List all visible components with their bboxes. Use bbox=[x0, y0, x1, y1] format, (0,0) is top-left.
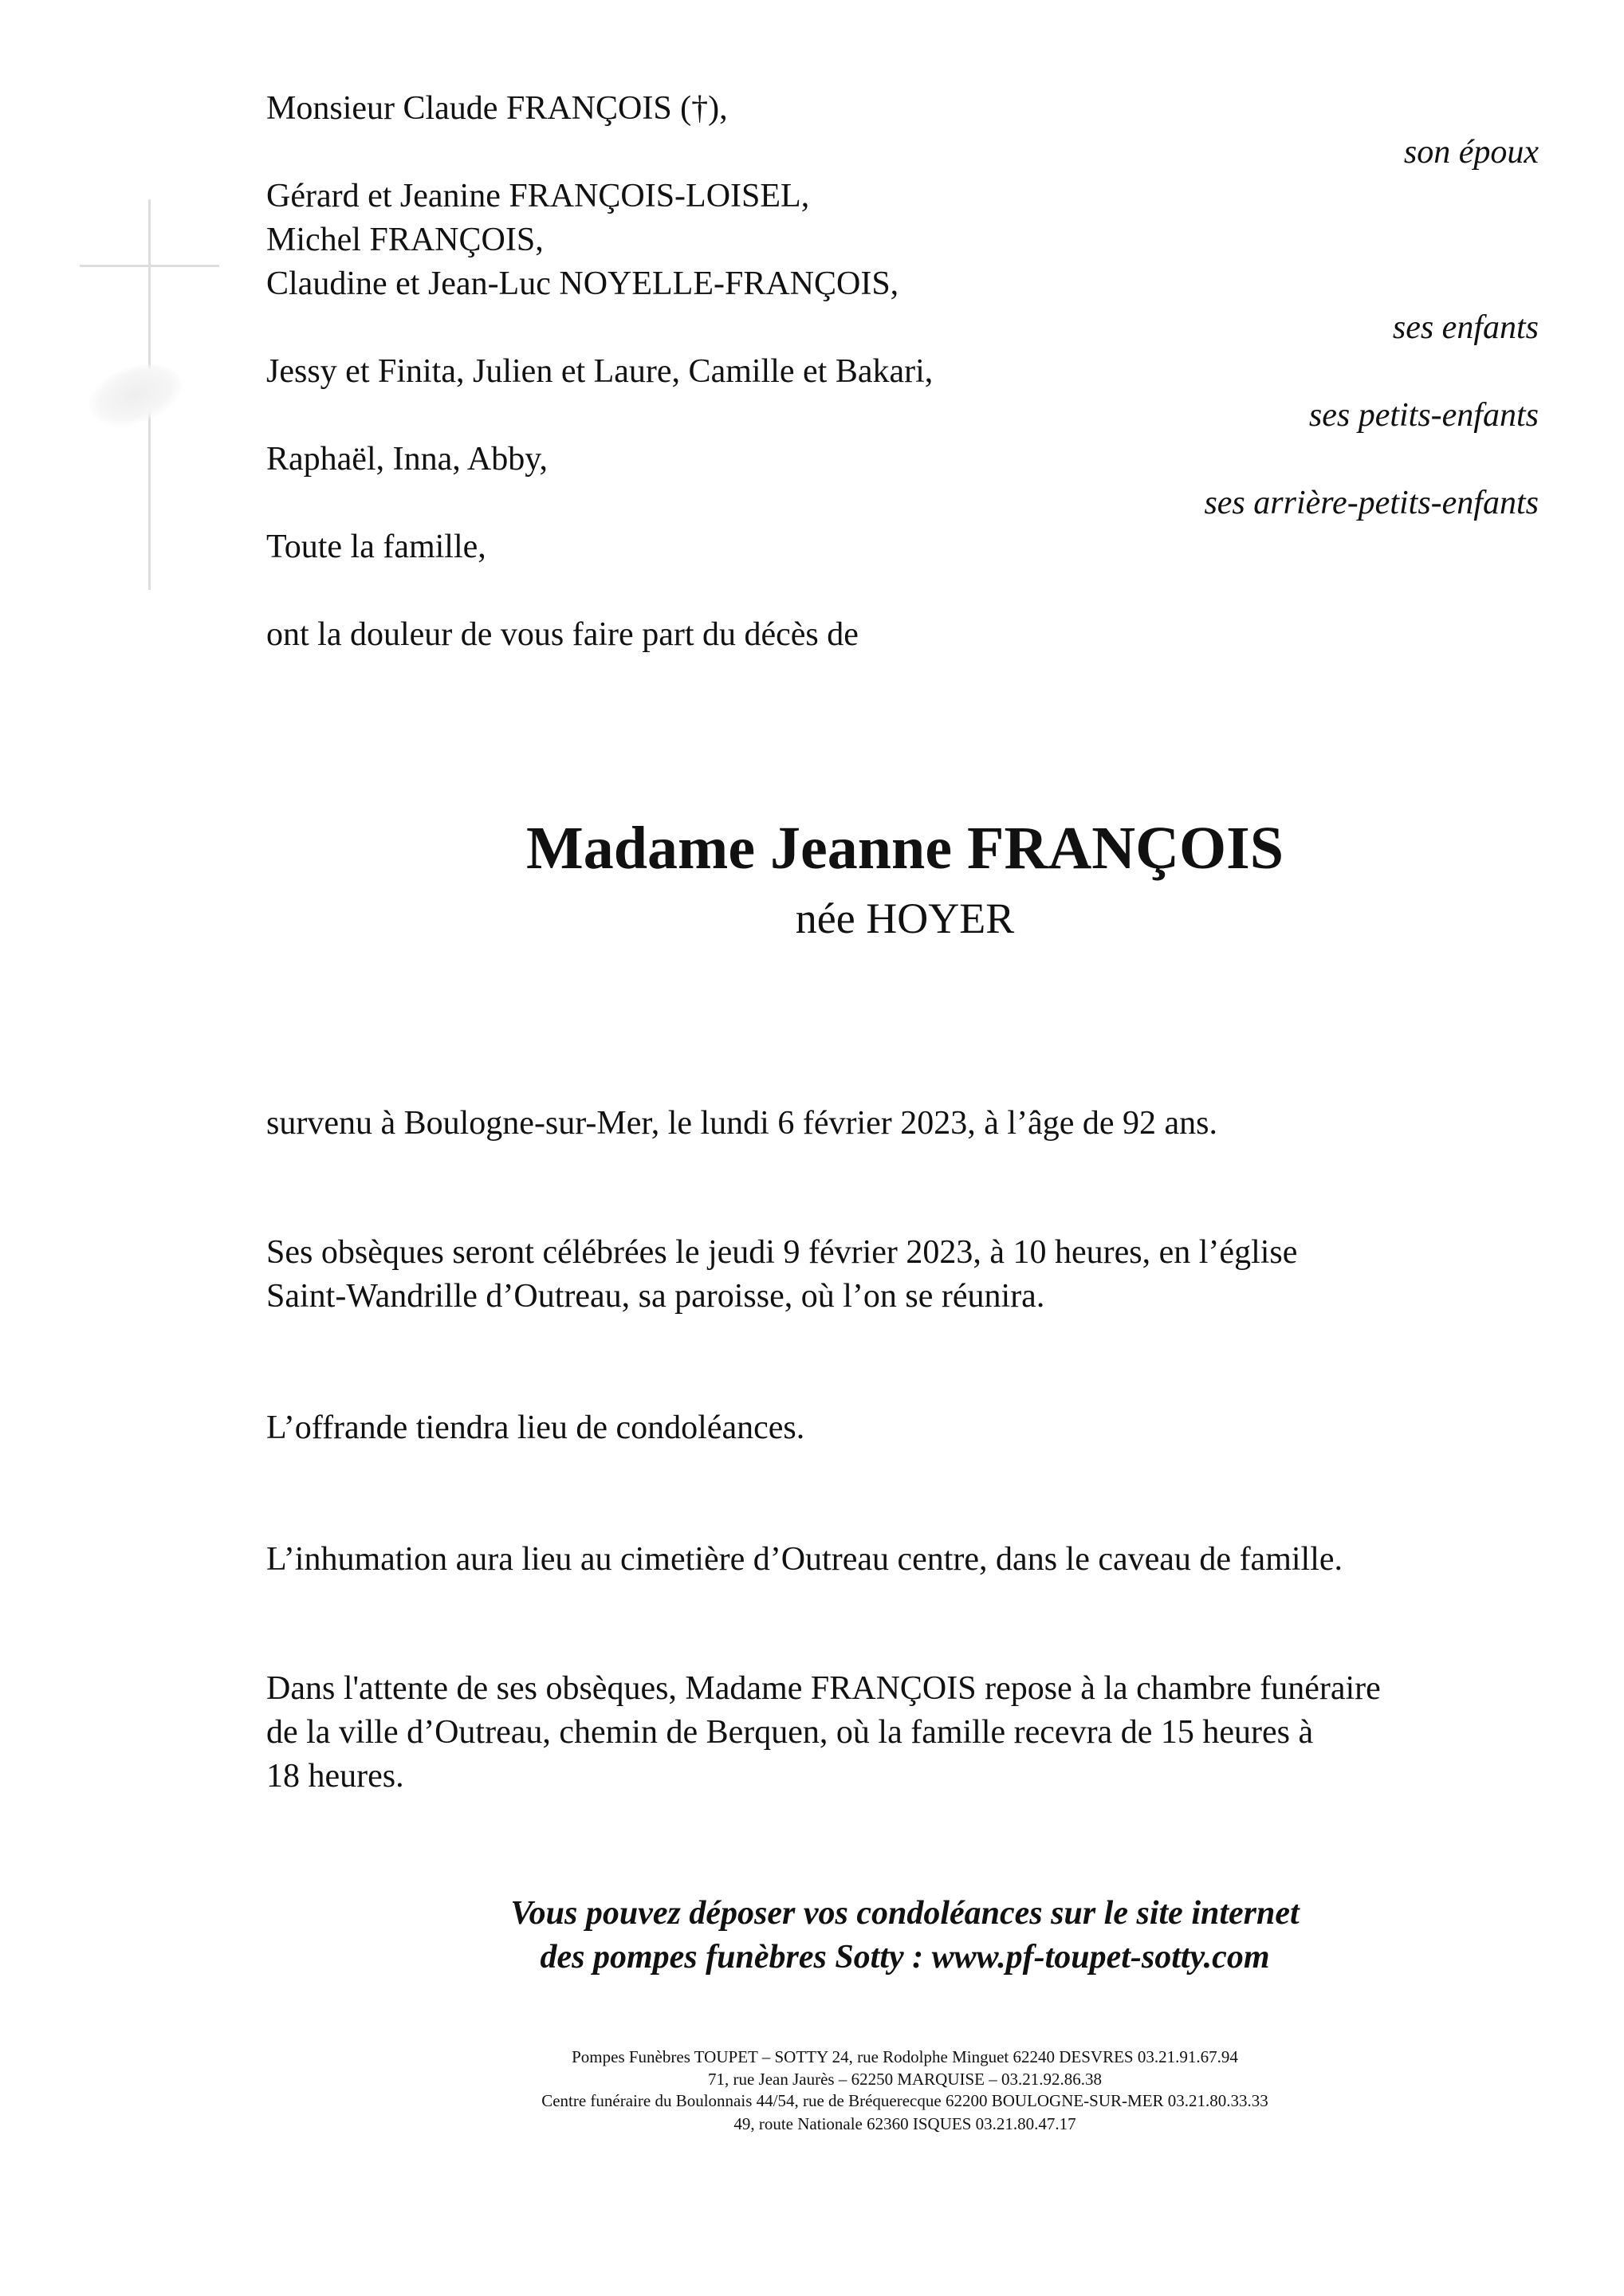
family-line-child: Claudine et Jean-Luc NOYELLE-FRANÇOIS, bbox=[266, 265, 899, 302]
footer-line: 71, rue Jean Jaurès – 62250 MARQUISE – 03.21.92.86.38 bbox=[707, 2070, 1103, 2089]
relation-husband: son époux bbox=[1403, 134, 1539, 171]
announce-text: ont la douleur de vous faire part du décès de bbox=[266, 616, 859, 653]
footer-line: 49, route Nationale 62360 ISQUES 03.21.80.47.17 bbox=[733, 2114, 1076, 2133]
footer-line: Centre funéraire du Boulonnais 44/54, rue de Bréquerecque 62200 BOULOGNE-SUR-MER 03.21.80.33.33 bbox=[541, 2091, 1268, 2110]
condolences-website: des pompes funèbres Sotty : www.pf-toupet-sotty.com bbox=[540, 1939, 1270, 1976]
burial-text: L’inhumation aura lieu au cimetière d’Outreau centre, dans le caveau de famille. bbox=[266, 1541, 1343, 1578]
family-line-all: Toute la famille, bbox=[266, 529, 486, 565]
family-line-child: Michel FRANÇOIS, bbox=[266, 222, 544, 258]
deceased-maiden-name: née HOYER bbox=[795, 894, 1015, 942]
funeral-line: Saint-Wandrille d’Outreau, sa paroisse, où l’on se réunira. bbox=[266, 1278, 1045, 1315]
funeral-line: Ses obsèques seront célébrées le jeudi 9 février 2023, à 10 heures, en l’église bbox=[266, 1234, 1298, 1271]
death-details: survenu à Boulogne-sur-Mer, le lundi 6 février 2023, à l’âge de 92 ans. bbox=[266, 1105, 1217, 1142]
dove-icon bbox=[81, 352, 191, 438]
offering-text: L’offrande tiendra lieu de condoléances. bbox=[266, 1409, 805, 1446]
rest-line: Dans l'attente de ses obsèques, Madame FRANÇOIS repose à la chambre funéraire bbox=[266, 1670, 1381, 1707]
rest-line: 18 heures. bbox=[266, 1758, 404, 1795]
family-line-grandchildren: Jessy et Finita, Julien et Laure, Camille et Bakari, bbox=[266, 353, 934, 390]
condolences-line: Vous pouvez déposer vos condoléances sur le site internet bbox=[510, 1895, 1300, 1932]
footer-line: Pompes Funèbres TOUPET – SOTTY 24, rue Rodolphe Minguet 62240 DESVRES 03.21.91.67.94 bbox=[572, 2047, 1238, 2066]
relation-grandchildren: ses petits-enfants bbox=[1308, 397, 1539, 434]
deceased-name: Madame Jeanne FRANÇOIS bbox=[526, 815, 1284, 882]
relation-great-grandchildren: ses arrière-petits-enfants bbox=[1204, 485, 1539, 521]
family-line-husband: Monsieur Claude FRANÇOIS (†), bbox=[266, 90, 728, 127]
family-line-great-grandchildren: Raphaël, Inna, Abby, bbox=[266, 441, 549, 478]
family-line-child: Gérard et Jeanine FRANÇOIS-LOISEL, bbox=[266, 178, 810, 214]
relation-children: ses enfants bbox=[1392, 309, 1539, 346]
rest-line: de la ville d’Outreau, chemin de Berquen, où la famille recevra de 15 heures à bbox=[266, 1714, 1314, 1751]
cross-horizontal-bar bbox=[80, 265, 219, 267]
